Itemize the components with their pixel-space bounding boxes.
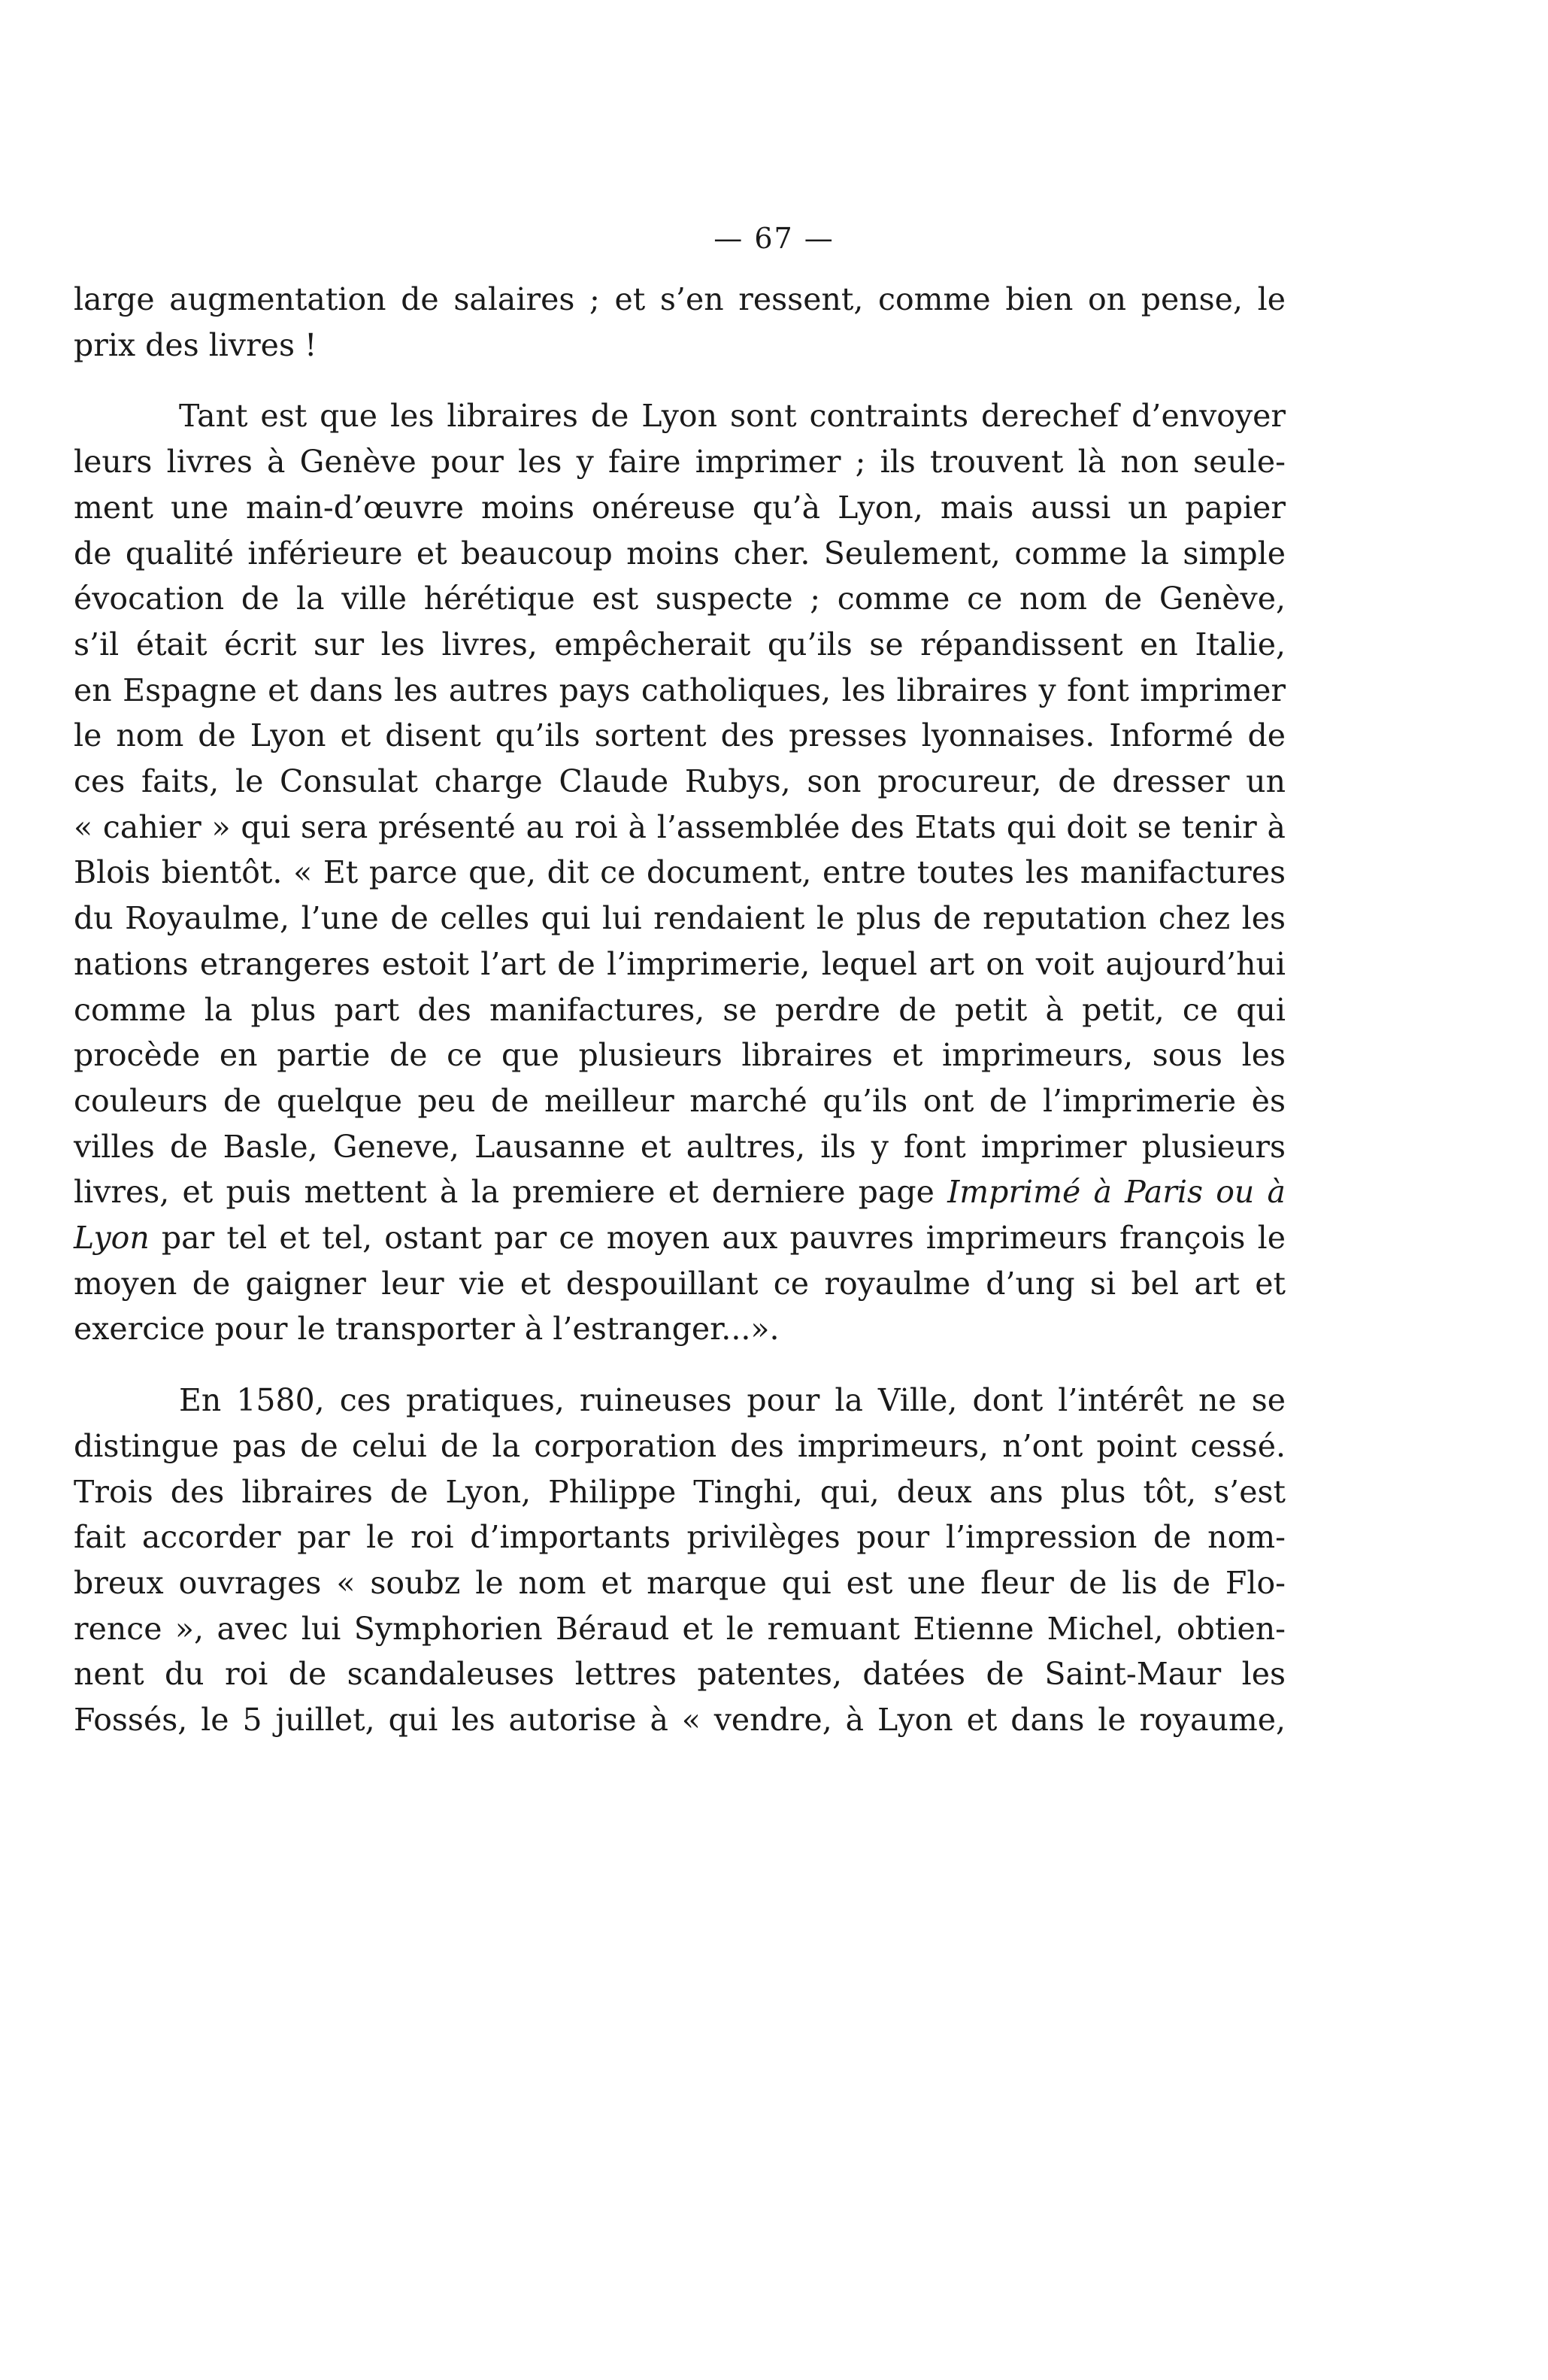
- text-line: le nom de Lyon et disent qu’ils sortent des presses lyonnaises. Informé de: [74, 717, 1286, 754]
- text-line: nations etrangeres estoit l’art de l’imprimerie, lequel art on voit aujourd’hui: [74, 945, 1286, 982]
- text-line: En 1580, ces pratiques, ruineuses pour la Ville, dont l’intérêt ne se: [179, 1382, 1286, 1419]
- text-line: Blois bientôt. « Et parce que, dit ce document, entre toutes les manifactures: [74, 854, 1286, 891]
- text-line: Trois des libraires de Lyon, Philippe Tinghi, qui, deux ans plus tôt, s’est: [74, 1473, 1286, 1510]
- italic-imprint: Imprimé à Paris ou à: [947, 1174, 1286, 1211]
- text-segment: livres, et puis mettent à la premiere et derniere page: [74, 1174, 948, 1211]
- text-line-with-italic: [74, 1215, 1286, 1261]
- text-line: exercice pour le transporter à l’estranger...».: [74, 1311, 780, 1348]
- text-line: ces faits, le Consulat charge Claude Rubys, son procureur, de dresser un: [74, 763, 1286, 800]
- text-line: couleurs de quelque peu de meilleur marché qu’ils ont de l’imprimerie ès: [74, 1082, 1286, 1119]
- text-line: en Espagne et dans les autres pays catholiques, les libraires y font imprimer: [74, 672, 1286, 708]
- text-line: rence », avec lui Symphorien Béraud et le remuant Etienne Michel, obtien-: [74, 1610, 1286, 1647]
- paragraph-3: [74, 1378, 1286, 1743]
- italic-imprint: Lyon: [74, 1220, 150, 1257]
- text-line: prix des livres !: [74, 326, 317, 363]
- text-segment: par tel et tel, ostant par ce moyen aux pauvres imprimeurs françois le: [149, 1220, 1286, 1257]
- text-line: « cahier » qui sera présenté au roi à l’assemblée des Etats qui doit se tenir à: [74, 808, 1286, 845]
- text-line: Tant est que les libraires de Lyon sont contraints derechef d’envoyer: [179, 398, 1286, 435]
- text-line: ment une main-d’œuvre moins onéreuse qu’à Lyon, mais aussi un papier: [74, 489, 1286, 526]
- text-line: procède en partie de ce que plusieurs libraires et imprimeurs, sous les: [74, 1037, 1286, 1074]
- page-number: — 67 —: [713, 222, 835, 255]
- paragraph-2: [74, 393, 1286, 1352]
- text-line-with-italic: [74, 1169, 1286, 1215]
- paragraph-1: [74, 277, 1286, 368]
- text-line: comme la plus part des manifactures, se perdre de petit à petit, ce qui: [74, 991, 1286, 1028]
- text-line: du Royaulme, l’une de celles qui lui rendaient le plus de reputation chez les: [74, 900, 1286, 937]
- text-line: évocation de la ville hérétique est suspecte ; comme ce nom de Genève,: [74, 581, 1286, 617]
- body-text: [74, 277, 1286, 1743]
- text-line: de qualité inférieure et beaucoup moins cher. Seulement, comme la simple: [74, 535, 1286, 572]
- text-line: moyen de gaigner leur vie et despouillant ce royaulme d’ung si bel art et: [74, 1265, 1286, 1302]
- text-line: nent du roi de scandaleuses lettres patentes, datées de Saint-Maur les: [74, 1656, 1286, 1693]
- text-line: distingue pas de celui de la corporation des imprimeurs, n’ont point cessé.: [74, 1427, 1286, 1464]
- text-line: s’il était écrit sur les livres, empêcherait qu’ils se répandissent en Italie,: [74, 626, 1286, 662]
- text-line: breux ouvrages « soubz le nom et marque qui est une fleur de lis de Flo-: [74, 1564, 1286, 1601]
- text-line: Fossés, le 5 juillet, qui les autorise à « vendre, à Lyon et dans le royaume,: [74, 1702, 1286, 1739]
- text-line: leurs livres à Genève pour les y faire imprimer ; ils trouvent là non seule-: [74, 444, 1286, 481]
- text-line: large augmentation de salaires ; et s’en ressent, comme bien on pense, le: [74, 281, 1286, 317]
- text-line: fait accorder par le roi d’importants privilèges pour l’impression de nom-: [74, 1519, 1286, 1556]
- text-line: villes de Basle, Geneve, Lausanne et aultres, ils y font imprimer plusieurs: [74, 1128, 1286, 1165]
